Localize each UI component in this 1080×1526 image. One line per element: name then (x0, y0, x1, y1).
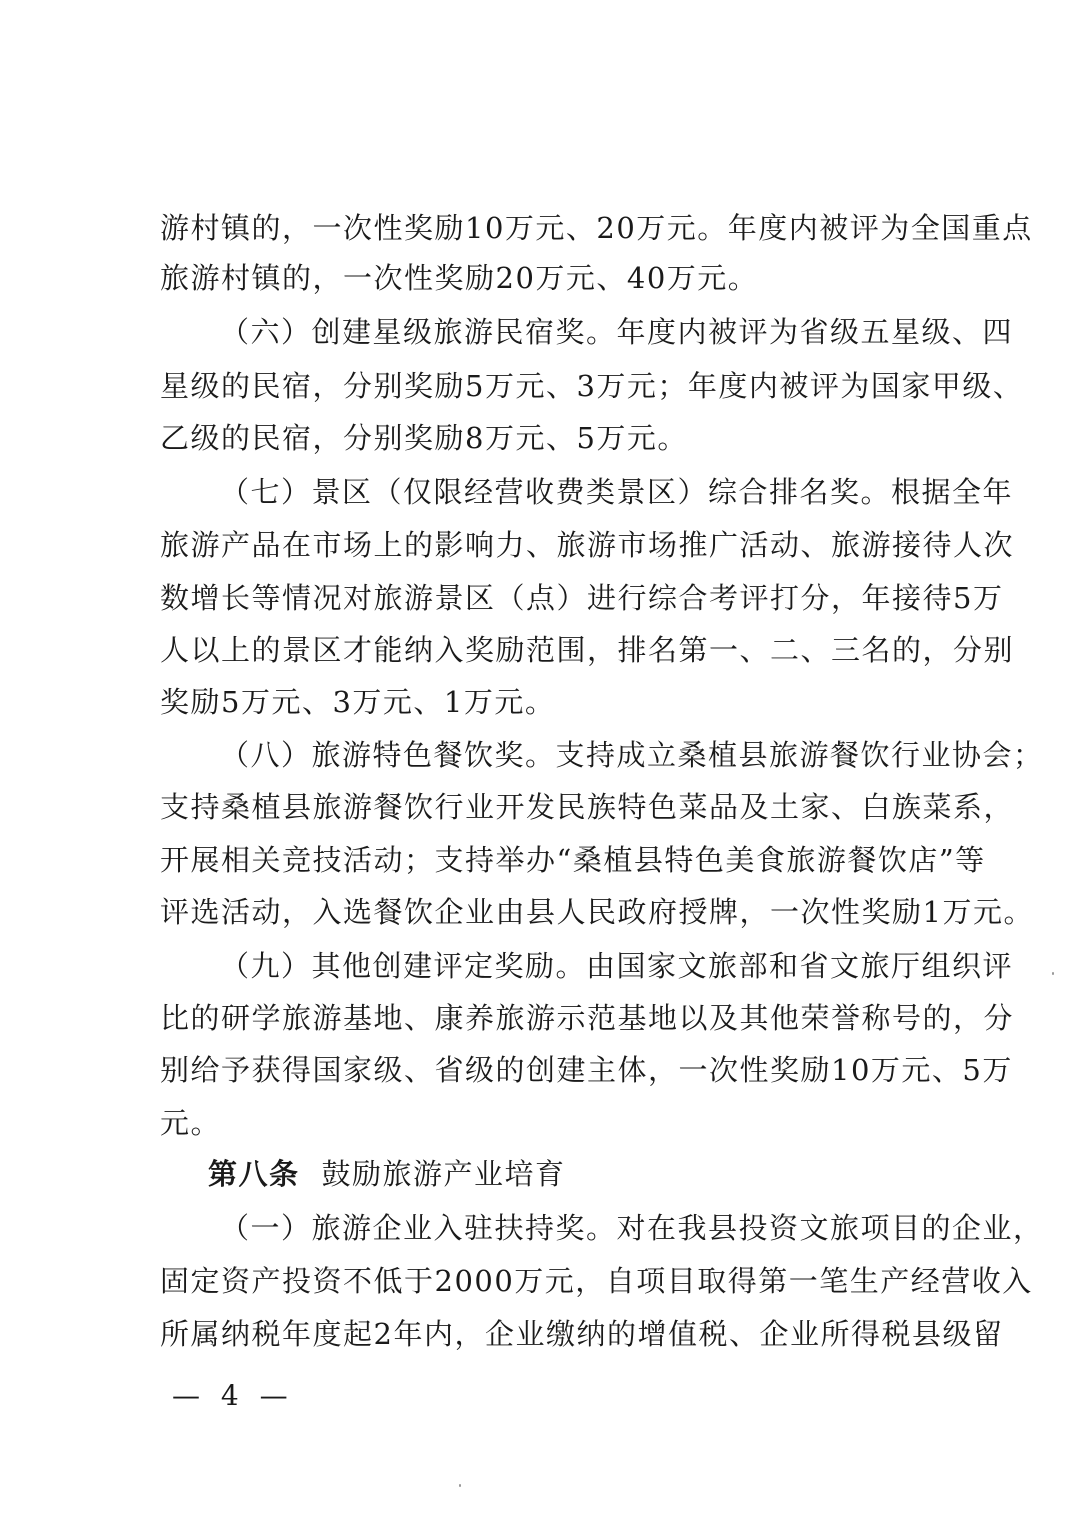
text-line: 开展相关竞技活动；支持举办“桑植县特色美食旅游餐饮店”等 (160, 843, 986, 877)
text-line: （八）旅游特色餐饮奖。支持成立桑植县旅游餐饮行业协会； (220, 738, 1044, 772)
text-line: 数增长等情况对旅游景区（点）进行综合考评打分，年接待5万 (160, 581, 1004, 615)
article-heading (208, 1154, 960, 1194)
article-number: 第八条 (208, 1157, 300, 1191)
text-line: 所属纳税年度起2年内，企业缴纳的增值税、企业所得税县级留 (160, 1317, 1004, 1351)
text-line: 固定资产投资不低于2000万元，自项目取得第一笔生产经营收入 (160, 1264, 1033, 1298)
text-line: 别给予获得国家级、省级的创建主体，一次性奖励10万元、5万 (160, 1053, 1013, 1087)
scan-speck (1052, 972, 1054, 975)
text-line: 支持桑植县旅游餐饮行业开发民族特色菜品及土家、白族菜系， (160, 790, 1015, 824)
text-line: （九）其他创建评定奖励。由国家文旅部和省文旅厅组织评 (220, 949, 1014, 983)
text-line: 比的研学旅游基地、康养旅游示范基地以及其他荣誉称号的，分 (160, 1001, 1015, 1035)
text-line: 旅游产品在市场上的影响力、旅游市场推广活动、旅游接待人次 (160, 528, 1015, 562)
text-line: 奖励5万元、3万元、1万元。 (160, 685, 556, 719)
text-line: 元。 (160, 1106, 222, 1140)
text-line: 人以上的景区才能纳入奖励范围，排名第一、二、三名的，分别 (160, 633, 1015, 667)
text-line: 游村镇的，一次性奖励10万元、20万元。年度内被评为全国重点 (160, 211, 1033, 245)
text-line: （一）旅游企业入驻扶持奖。对在我县投资文旅项目的企业， (220, 1211, 1044, 1245)
article-title: 鼓励旅游产业培育 (321, 1157, 566, 1191)
text-line: （七）景区（仅限经营收费类景区）综合排名奖。根据全年 (220, 475, 1014, 509)
page-number: — 4 — (172, 1379, 294, 1412)
text-line: （六）创建星级旅游民宿奖。年度内被评为省级五星级、四 (220, 315, 1014, 349)
text-line: 星级的民宿，分别奖励5万元、3万元；年度内被评为国家甲级、 (160, 369, 1024, 403)
text-line: 乙级的民宿，分别奖励8万元、5万元。 (160, 421, 688, 455)
text-line: 评选活动，入选餐饮企业由县人民政府授牌，一次性奖励1万元。 (160, 895, 1034, 929)
text-line: 旅游村镇的，一次性奖励20万元、40万元。 (160, 261, 759, 295)
scan-speck (459, 1484, 461, 1487)
